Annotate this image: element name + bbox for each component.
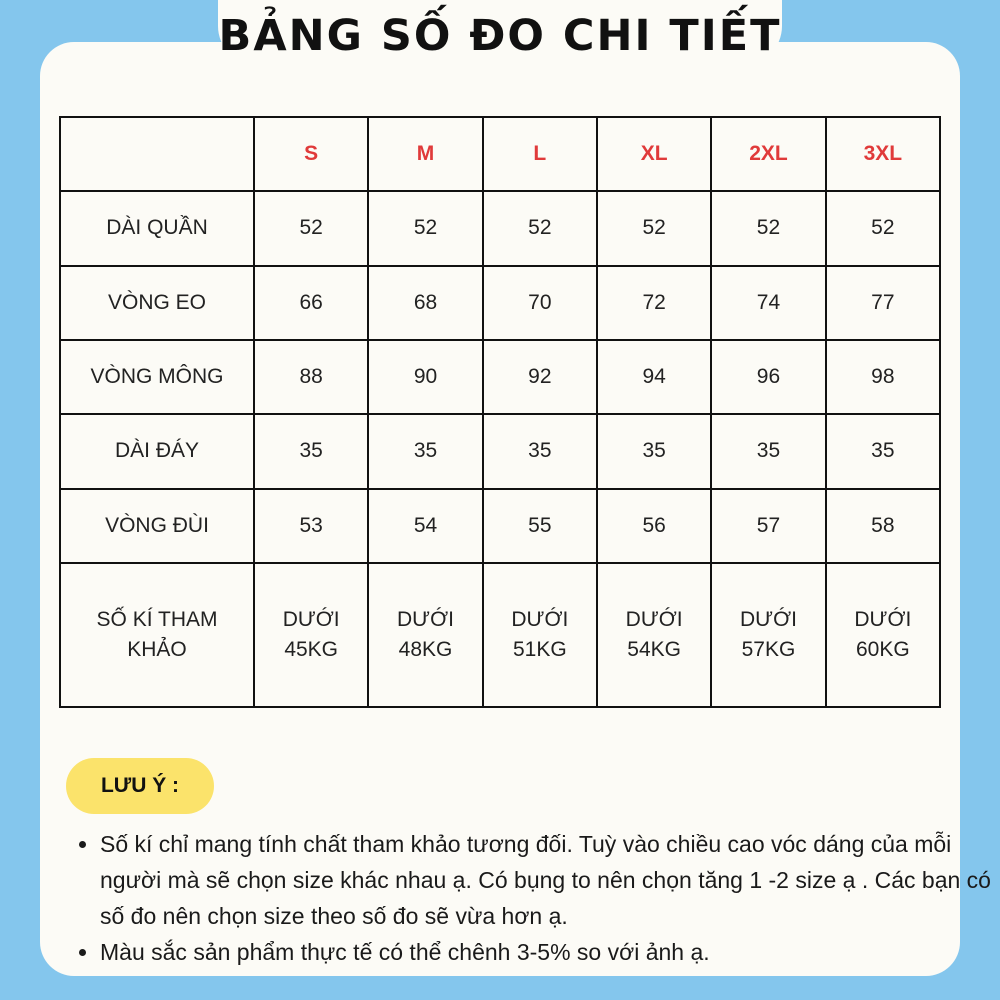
row-label: VÒNG MÔNG (60, 340, 254, 414)
table-cell (368, 563, 482, 707)
table-cell: 56 (597, 489, 711, 563)
header-empty-cell (60, 117, 254, 191)
row-label: DÀI ĐÁY (60, 414, 254, 488)
table-cell: 35 (368, 414, 482, 488)
table-cell: 35 (826, 414, 940, 488)
table-cell (711, 563, 825, 707)
table-cell: 92 (483, 340, 597, 414)
table-row (60, 414, 940, 488)
table-cell: 88 (254, 340, 368, 414)
table-cell: 35 (711, 414, 825, 488)
table-row (60, 563, 940, 707)
table-cell: 55 (483, 489, 597, 563)
table-row (60, 340, 940, 414)
row-label-line: KHẢO (127, 637, 187, 661)
table-cell: 54 (368, 489, 482, 563)
table-cell: 98 (826, 340, 940, 414)
cell-line: DƯỚI (511, 607, 569, 631)
size-header-l: L (483, 117, 597, 191)
table-cell (483, 563, 597, 707)
table-cell: 52 (483, 191, 597, 265)
table-cell: 68 (368, 266, 482, 340)
list-item: • Số kí chỉ mang tính chất tham khảo tương đối. Tuỳ vào chiều cao vóc dáng của mỗi người mà sẽ chọn size khác nhau ạ. Có bụng to nên chọn tăng 1 -2 size ạ . Các bạn có số đo nên chọn size theo số đo sẽ vừa hơn ạ. (100, 826, 1000, 934)
list-item: • Màu sắc sản phẩm thực tế có thể chênh 3-5% so với ảnh ạ. (100, 934, 1000, 970)
table-cell: 57 (711, 489, 825, 563)
table-cell: 52 (711, 191, 825, 265)
table-cell (254, 563, 368, 707)
size-chart-table (59, 116, 941, 708)
notes-list (60, 826, 1000, 970)
row-label: VÒNG EO (60, 266, 254, 340)
table-row (60, 266, 940, 340)
table-cell: 66 (254, 266, 368, 340)
table-cell: 96 (711, 340, 825, 414)
table-cell (826, 563, 940, 707)
table-cell (597, 563, 711, 707)
page-title: BẢNG SỐ ĐO CHI TIẾT (218, 11, 782, 61)
row-label: VÒNG ĐÙI (60, 489, 254, 563)
table-cell: 72 (597, 266, 711, 340)
size-header-xl: XL (597, 117, 711, 191)
cell-line: DƯỚI (282, 607, 340, 631)
table-cell: 52 (597, 191, 711, 265)
size-header-2xl: 2XL (711, 117, 825, 191)
table-cell: 77 (826, 266, 940, 340)
size-header-s: S (254, 117, 368, 191)
table-cell: 35 (597, 414, 711, 488)
table-row (60, 489, 940, 563)
table-cell: 53 (254, 489, 368, 563)
table-row (60, 191, 940, 265)
cell-line: DƯỚI (625, 607, 683, 631)
cell-line: DƯỚI (397, 607, 454, 631)
table-header-row (60, 117, 940, 191)
table-cell: 52 (826, 191, 940, 265)
cell-line: DƯỚI (854, 607, 912, 631)
table-cell: 35 (483, 414, 597, 488)
cell-line: 57KG (741, 637, 796, 661)
table-cell: 52 (254, 191, 368, 265)
cell-line: DƯỚI (740, 607, 797, 631)
row-label-line: SỐ KÍ THAM (96, 607, 218, 631)
note-badge: LƯU Ý : (66, 758, 214, 814)
table-cell: 94 (597, 340, 711, 414)
row-label (60, 563, 254, 707)
table-cell: 52 (368, 191, 482, 265)
size-header-3xl: 3XL (826, 117, 940, 191)
cell-line: 54KG (627, 637, 681, 661)
table-cell: 70 (483, 266, 597, 340)
cell-line: 51KG (512, 637, 567, 661)
cell-line: 48KG (398, 637, 453, 661)
table-cell: 90 (368, 340, 482, 414)
size-header-m: M (368, 117, 482, 191)
table-cell: 58 (826, 489, 940, 563)
table-cell: 35 (254, 414, 368, 488)
cell-line: 45KG (284, 637, 339, 661)
cell-line: 60KG (855, 637, 910, 661)
row-label: DÀI QUẦN (60, 191, 254, 265)
table-cell: 74 (711, 266, 825, 340)
